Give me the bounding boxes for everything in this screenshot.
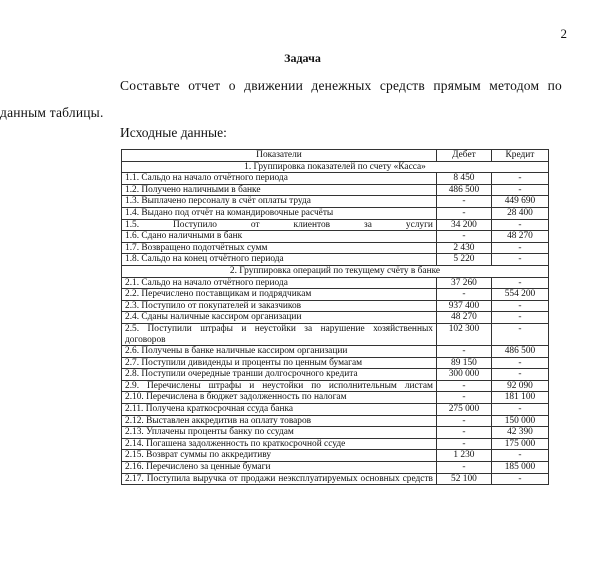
table-row: [122, 312, 549, 324]
debit-cell: 52 100: [436, 473, 491, 485]
table-row: [122, 357, 549, 369]
indicator-cell: 2.2. Перечислено поставщикам и подрядчикам: [122, 289, 437, 301]
debit-cell: 34 200: [436, 219, 491, 231]
indicator-cell: 1.1. Сальдо на начало отчётного периода: [122, 173, 437, 185]
table-row: [122, 369, 549, 381]
debit-cell: -: [436, 392, 491, 404]
page-number: 2: [560, 26, 567, 41]
credit-cell: -: [491, 357, 548, 369]
debit-cell: -: [436, 427, 491, 439]
task-description-line2: данным таблицы.: [0, 105, 104, 120]
debit-cell: 486 500: [436, 184, 491, 196]
debit-cell: 937 400: [436, 300, 491, 312]
table-row: [122, 173, 549, 185]
table-row: [122, 254, 549, 266]
credit-cell: 181 100: [491, 392, 548, 404]
credit-cell: 449 690: [491, 196, 548, 208]
credit-cell: -: [491, 184, 548, 196]
section-title: 2. Группировка операций по текущему счёту в банке: [122, 265, 549, 277]
table-row: [122, 207, 549, 219]
source-data-label: Исходные данные:: [120, 125, 227, 140]
table-row: [122, 196, 549, 208]
table-row: [122, 323, 549, 345]
indicator-cell: 2.14. Погашена задолженность по краткосрочной ссуде: [122, 438, 437, 450]
indicator-cell: 2.15. Возврат суммы по аккредитиву: [122, 450, 437, 462]
credit-cell: 92 090: [491, 380, 548, 392]
table-row: [122, 404, 549, 416]
credit-cell: 175 000: [491, 438, 548, 450]
table-row: [122, 392, 549, 404]
indicator-cell: 2.16. Перечислено за ценные бумаги: [122, 462, 437, 474]
table-row: [122, 346, 549, 358]
table-header-row: [122, 150, 549, 162]
table-row: [122, 450, 549, 462]
debit-cell: -: [436, 289, 491, 301]
debit-cell: 37 260: [436, 277, 491, 289]
credit-cell: 486 500: [491, 346, 548, 358]
indicator-cell: 2.11. Получена краткосрочная ссуда банка: [122, 404, 437, 416]
header-indicators: Показатели: [122, 150, 437, 162]
indicator-cell: 2.10. Перечислена в бюджет задолженность по налогам: [122, 392, 437, 404]
indicator-cell: 2.3. Поступило от покупателей и заказчиков: [122, 300, 437, 312]
debit-cell: 2 430: [436, 242, 491, 254]
indicator-cell: 2.8. Поступили очередные транши долгосрочного кредита: [122, 369, 437, 381]
indicator-cell: 2.7. Поступили дивиденды и проценты по ценным бумагам: [122, 357, 437, 369]
debit-cell: -: [436, 462, 491, 474]
credit-cell: -: [491, 254, 548, 266]
table-row: [122, 473, 549, 485]
credit-cell: -: [491, 369, 548, 381]
debit-cell: 8 450: [436, 173, 491, 185]
indicator-cell: 2.13. Уплачены проценты банку по ссудам: [122, 427, 437, 439]
indicator-cell: 1.2. Получено наличными в банке: [122, 184, 437, 196]
credit-cell: 42 390: [491, 427, 548, 439]
header-credit: Кредит: [491, 150, 548, 162]
credit-cell: -: [491, 323, 548, 345]
table-row: [122, 242, 549, 254]
table-row: [122, 380, 549, 392]
debit-cell: 102 300: [436, 323, 491, 345]
section-header-row: [122, 265, 549, 277]
indicator-cell: 2.17. Поступила выручка от продажи неэксплуатируемых основных средств: [122, 473, 437, 485]
credit-cell: -: [491, 242, 548, 254]
debit-cell: -: [436, 438, 491, 450]
credit-cell: -: [491, 404, 548, 416]
debit-cell: 275 000: [436, 404, 491, 416]
table-row: [122, 219, 549, 231]
debit-cell: 1 230: [436, 450, 491, 462]
credit-cell: -: [491, 473, 548, 485]
source-data-table: [121, 149, 549, 485]
credit-cell: -: [491, 300, 548, 312]
table-row: [122, 438, 549, 450]
credit-cell: -: [491, 450, 548, 462]
task-description: [0, 72, 562, 126]
debit-cell: -: [436, 231, 491, 243]
credit-cell: -: [491, 219, 548, 231]
debit-cell: 89 150: [436, 357, 491, 369]
debit-cell: -: [436, 415, 491, 427]
table-row: [122, 415, 549, 427]
debit-cell: -: [436, 380, 491, 392]
credit-cell: 554 200: [491, 289, 548, 301]
table-row: [122, 184, 549, 196]
header-debit: Дебет: [436, 150, 491, 162]
indicator-cell: 2.9. Перечислены штрафы и неустойки по исполнительным листам: [122, 380, 437, 392]
credit-cell: -: [491, 277, 548, 289]
section-title: 1. Группировка показателей по счету «Касса»: [122, 161, 549, 173]
indicator-cell: 1.4. Выдано под отчёт на командировочные расчёты: [122, 207, 437, 219]
debit-cell: 5 220: [436, 254, 491, 266]
credit-cell: -: [491, 312, 548, 324]
section-header-row: [122, 161, 549, 173]
table-row: [122, 462, 549, 474]
table-row: [122, 289, 549, 301]
indicator-cell: 1.6. Сдано наличными в банк: [122, 231, 437, 243]
task-description-line1: Составьте отчет о движении денежных средств прямым методом по: [120, 78, 562, 93]
credit-cell: -: [491, 173, 548, 185]
debit-cell: 300 000: [436, 369, 491, 381]
indicator-cell: 1.3. Выплачено персоналу в счёт оплаты труда: [122, 196, 437, 208]
debit-cell: 48 270: [436, 312, 491, 324]
debit-cell: -: [436, 196, 491, 208]
indicator-cell: 2.5. Поступили штрафы и неустойки за нарушение хозяйственных договоров: [122, 323, 437, 345]
credit-cell: 48 270: [491, 231, 548, 243]
indicator-cell: 2.4. Сданы наличные кассиром организации: [122, 312, 437, 324]
credit-cell: 28 400: [491, 207, 548, 219]
table-row: [122, 277, 549, 289]
indicator-cell: 1.7. Возвращено подотчётных сумм: [122, 242, 437, 254]
indicator-cell: 2.1. Сальдо на начало отчётного периода: [122, 277, 437, 289]
indicator-cell: 2.6. Получены в банке наличные кассиром организации: [122, 346, 437, 358]
task-heading: Задача: [284, 51, 321, 65]
indicator-cell: 1.8. Сальдо на конец отчётного периода: [122, 254, 437, 266]
table-row: [122, 427, 549, 439]
debit-cell: -: [436, 207, 491, 219]
indicator-cell: 1.5. Поступило от клиентов за услуги: [122, 219, 437, 231]
credit-cell: 150 000: [491, 415, 548, 427]
credit-cell: 185 000: [491, 462, 548, 474]
table-row: [122, 300, 549, 312]
debit-cell: -: [436, 346, 491, 358]
indicator-cell: 2.12. Выставлен аккредитив на оплату товаров: [122, 415, 437, 427]
table-row: [122, 231, 549, 243]
